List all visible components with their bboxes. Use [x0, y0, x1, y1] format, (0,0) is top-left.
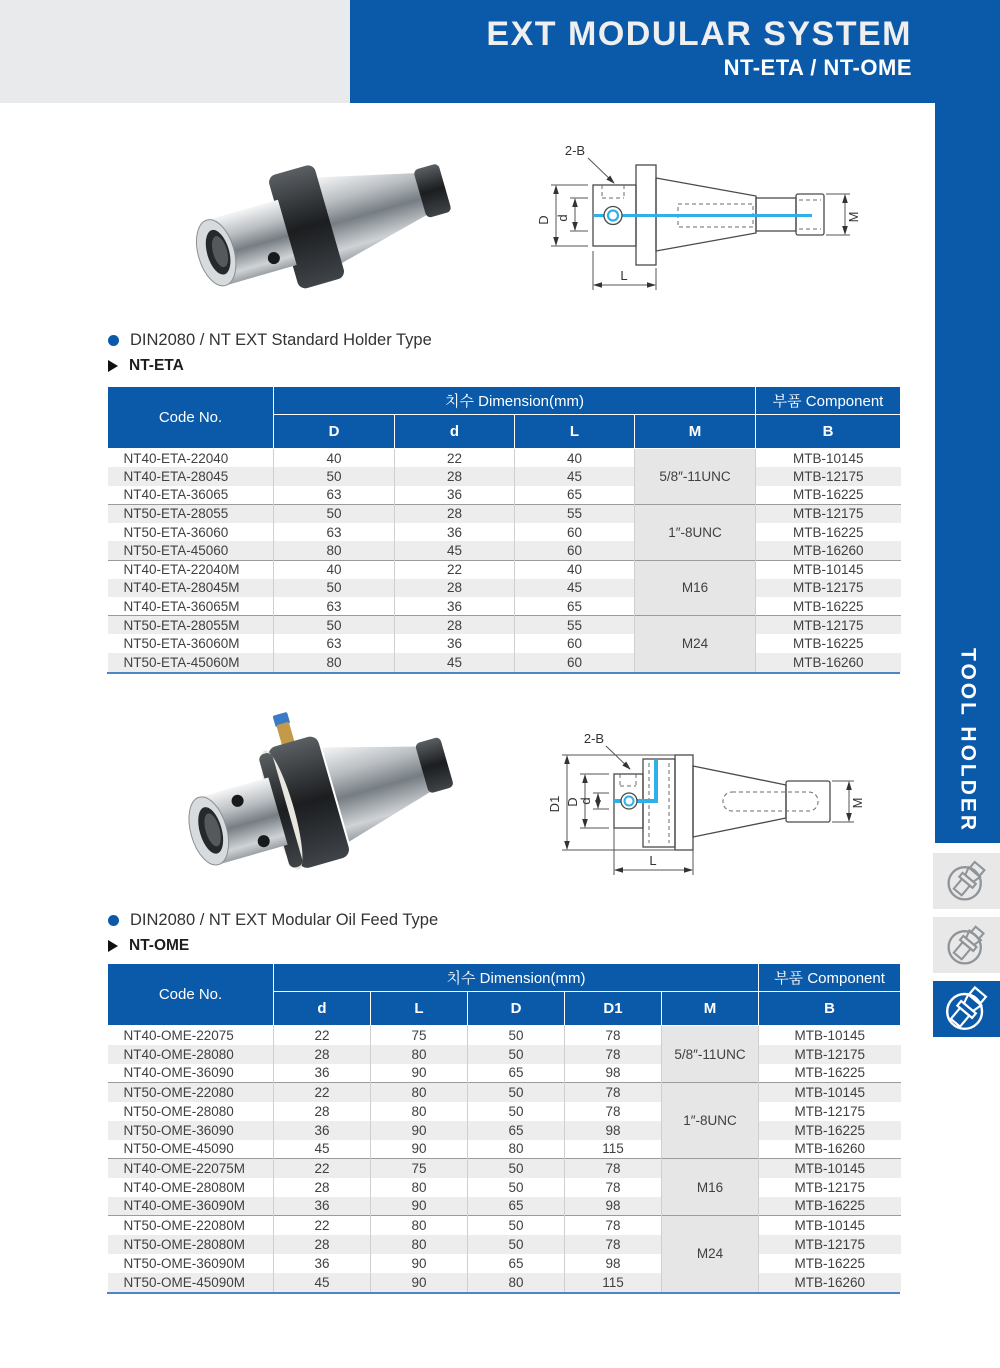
table-row	[108, 1140, 901, 1159]
dimension-cell: 80	[371, 1102, 468, 1121]
col-header-dimension: 치수 Dimension(mm)	[274, 964, 759, 992]
dimension-cell: 90	[371, 1121, 468, 1140]
component-cell: MTB-12175	[759, 1235, 901, 1254]
table-row	[108, 1064, 901, 1083]
code-cell: NT50-OME-22080	[108, 1083, 274, 1102]
col-header-B: B	[759, 992, 901, 1026]
code-cell: NT50-ETA-45060M	[108, 653, 274, 672]
type-label-nt-ome	[108, 937, 189, 955]
dimension-cell: 78	[565, 1102, 662, 1121]
type-label-text: NT-OME	[129, 937, 190, 954]
table-row	[108, 579, 901, 598]
bullet-icon	[108, 335, 119, 346]
triangle-marker-icon	[108, 940, 118, 952]
dimension-cell: 65	[515, 486, 635, 505]
dimension-cell: 63	[274, 523, 395, 542]
dimension-cell: 28	[395, 504, 515, 523]
dimension-cell: 36	[395, 634, 515, 653]
col-header-d: d	[395, 415, 515, 449]
component-cell: MTB-12175	[756, 616, 901, 635]
dimension-cell: 75	[371, 1026, 468, 1045]
dimension-cell: 63	[274, 486, 395, 505]
dimension-cell: 36	[274, 1064, 371, 1083]
table-row	[108, 1235, 901, 1254]
dimension-cell: 50	[274, 467, 395, 486]
dimension-cell: 65	[468, 1064, 565, 1083]
code-cell: NT40-OME-28080M	[123, 1179, 246, 1195]
thread-spec-cell: 5/8″-11UNC	[662, 1026, 759, 1083]
col-header-M: M	[662, 992, 759, 1026]
component-cell: MTB-10145	[756, 560, 901, 579]
dimension-cell: 50	[468, 1026, 565, 1045]
dimension-cell: 78	[565, 1235, 662, 1254]
dimension-cell: 98	[565, 1121, 662, 1140]
component-cell: MTB-16225	[756, 597, 901, 616]
section-heading-oil-feed	[108, 911, 438, 930]
dimension-cell: 28	[395, 616, 515, 635]
dimension-cell: 36	[395, 597, 515, 616]
dimension-cell: 50	[468, 1178, 565, 1197]
col-header-code: Code No.	[108, 387, 274, 449]
code-cell: NT40-OME-22075	[123, 1027, 234, 1043]
table-nt-eta	[107, 386, 900, 674]
section-heading-standard	[108, 331, 432, 350]
dimension-cell: 22	[274, 1216, 371, 1235]
dimension-cell: 40	[515, 560, 635, 579]
component-cell: MTB-16225	[759, 1121, 901, 1140]
table-row	[108, 597, 901, 616]
code-cell: NT40-ETA-36065M	[123, 598, 240, 614]
component-cell: MTB-12175	[756, 504, 901, 523]
dimension-cell: 98	[565, 1064, 662, 1083]
dimension-cell: 115	[565, 1140, 662, 1159]
table-row	[108, 486, 901, 505]
dimension-cell: 55	[515, 504, 635, 523]
tool-holder-icon	[944, 922, 990, 968]
code-cell: NT50-ETA-28055	[108, 504, 274, 523]
dimension-cell: 45	[395, 653, 515, 672]
component-cell: MTB-10145	[759, 1026, 901, 1045]
dimension-cell: 28	[274, 1045, 371, 1064]
thread-spec-cell: 1″-8UNC	[662, 1083, 759, 1159]
dim-label-L: L	[649, 853, 657, 868]
dimension-cell: 90	[371, 1254, 468, 1273]
dimension-cell: 80	[371, 1216, 468, 1235]
header-banner	[350, 0, 1000, 103]
dimension-cell: 28	[395, 467, 515, 486]
component-cell: MTB-12175	[759, 1178, 901, 1197]
table-row	[108, 1216, 901, 1235]
table-row	[108, 616, 901, 635]
dimension-cell: 63	[274, 597, 395, 616]
dimension-cell: 80	[371, 1178, 468, 1197]
dimension-cell: 115	[565, 1273, 662, 1292]
col-header-M: M	[635, 415, 756, 449]
dimension-cell: 40	[274, 560, 395, 579]
dimension-cell: 78	[565, 1216, 662, 1235]
code-cell: NT50-OME-22080M	[108, 1216, 274, 1235]
code-cell: NT40-OME-22075M	[108, 1159, 274, 1178]
code-cell: NT50-OME-45090	[123, 1141, 234, 1157]
category-tile-3-active[interactable]	[933, 981, 1000, 1037]
component-cell: MTB-12175	[756, 579, 901, 598]
dimension-cell: 90	[371, 1273, 468, 1292]
code-cell: NT40-OME-28080	[108, 1045, 274, 1064]
component-cell: MTB-16260	[756, 541, 901, 560]
col-header-d: d	[274, 992, 371, 1026]
thread-spec-cell: M24	[662, 1216, 759, 1292]
dimension-cell: 22	[274, 1159, 371, 1178]
dimension-cell: 80	[371, 1045, 468, 1064]
dimension-cell: 60	[515, 653, 635, 672]
dimension-cell: 45	[274, 1140, 371, 1159]
dim-label-d: d	[555, 214, 570, 222]
dimension-cell: 50	[468, 1235, 565, 1254]
table-row	[108, 653, 901, 672]
dimension-cell: 78	[565, 1159, 662, 1178]
tool-holder-photo-ome	[160, 698, 480, 890]
dimension-cell: 80	[274, 541, 395, 560]
section-heading-text: DIN2080 / NT EXT Modular Oil Feed Type	[130, 911, 439, 929]
dimension-cell: 80	[468, 1273, 565, 1292]
dimension-cell: 50	[468, 1159, 565, 1178]
col-header-L: L	[515, 415, 635, 449]
component-cell: MTB-10145	[756, 449, 901, 468]
component-cell: MTB-16260	[759, 1273, 901, 1292]
table-row	[108, 504, 901, 523]
callout-2b: 2-B	[564, 143, 586, 158]
tool-holder-icon	[943, 985, 991, 1033]
section-heading-text: DIN2080 / NT EXT Standard Holder Type	[130, 331, 432, 349]
dimension-cell: 36	[274, 1254, 371, 1273]
dimension-cell: 50	[274, 504, 395, 523]
component-cell: MTB-16260	[756, 653, 901, 672]
bullet-icon	[108, 915, 119, 926]
dim-label-D1: D1	[547, 795, 562, 813]
dimension-cell: 78	[565, 1083, 662, 1102]
dimension-cell: 50	[468, 1045, 565, 1064]
dimension-cell: 28	[395, 579, 515, 598]
dim-label-M: M	[850, 797, 865, 809]
component-cell: MTB-16260	[759, 1140, 901, 1159]
dimension-cell: 45	[515, 579, 635, 598]
dimension-cell: 65	[468, 1197, 565, 1216]
dim-label-D: D	[536, 215, 551, 225]
tool-holder-icon	[944, 858, 990, 904]
dim-label-d: d	[578, 797, 593, 805]
component-cell: MTB-12175	[759, 1045, 901, 1064]
page-title: EXT MODULAR SYSTEM	[486, 15, 912, 53]
dimension-cell: 65	[515, 597, 635, 616]
technical-drawing-eta	[518, 128, 888, 310]
thread-spec-cell: M24	[635, 616, 756, 672]
table-row	[108, 634, 901, 653]
dimension-cell: 65	[468, 1254, 565, 1273]
page-subtitle: NT-ETA / NT-OME	[723, 55, 912, 80]
col-header-D: D	[274, 415, 395, 449]
triangle-marker-icon	[108, 360, 118, 372]
thread-spec-cell: 1″-8UNC	[635, 504, 756, 560]
dimension-cell: 28	[274, 1235, 371, 1254]
component-cell: MTB-16225	[756, 486, 901, 505]
code-cell: NT40-OME-36090	[123, 1065, 234, 1081]
table-row	[108, 1102, 901, 1121]
dimension-cell: 22	[274, 1026, 371, 1045]
component-cell: MTB-12175	[759, 1102, 901, 1121]
dimension-cell: 80	[371, 1083, 468, 1102]
code-cell: NT40-ETA-28045	[108, 467, 274, 486]
dim-label-M: M	[846, 211, 861, 223]
component-cell: MTB-10145	[759, 1159, 901, 1178]
component-cell: MTB-10145	[759, 1083, 901, 1102]
component-cell: MTB-12175	[756, 467, 901, 486]
dimension-cell: 40	[274, 449, 395, 468]
dim-label-D: D	[565, 797, 580, 807]
dimension-cell: 60	[515, 523, 635, 542]
thread-spec-cell: M16	[635, 560, 756, 616]
col-header-code: Code No.	[108, 964, 274, 1026]
dimension-cell: 36	[395, 523, 515, 542]
col-header-D1: D1	[565, 992, 662, 1026]
dimension-cell: 65	[468, 1121, 565, 1140]
dimension-cell: 22	[395, 560, 515, 579]
dimension-cell: 22	[395, 449, 515, 468]
code-cell: NT50-OME-36090M	[123, 1255, 246, 1271]
table-row	[108, 1121, 901, 1140]
dimension-cell: 60	[515, 541, 635, 560]
code-cell: NT40-ETA-36065	[123, 487, 229, 503]
component-cell: MTB-16225	[756, 634, 901, 653]
side-tab-label: TOOL HOLDER	[956, 647, 980, 833]
dimension-cell: 22	[274, 1083, 371, 1102]
dimension-cell: 28	[274, 1102, 371, 1121]
table-row	[108, 1045, 901, 1064]
thread-spec-cell: M16	[662, 1159, 759, 1216]
table-row	[108, 1178, 901, 1197]
dimension-cell: 55	[515, 616, 635, 635]
col-header-component: 부품 Component	[756, 387, 901, 415]
table-row	[108, 1273, 901, 1292]
component-cell: MTB-16225	[759, 1197, 901, 1216]
dimension-cell: 45	[395, 541, 515, 560]
dimension-cell: 50	[274, 616, 395, 635]
col-header-L: L	[371, 992, 468, 1026]
dimension-cell: 40	[515, 449, 635, 468]
dimension-cell: 63	[274, 634, 395, 653]
dimension-cell: 80	[468, 1140, 565, 1159]
component-cell: MTB-16225	[756, 523, 901, 542]
table-row	[108, 449, 901, 468]
component-cell: MTB-10145	[759, 1216, 901, 1235]
side-tab-tool-holder[interactable]	[935, 103, 1000, 843]
type-label-nt-eta	[108, 357, 184, 375]
col-header-component: 부품 Component	[759, 964, 901, 992]
dimension-cell: 80	[371, 1235, 468, 1254]
table-row	[108, 1197, 901, 1216]
code-cell: NT50-OME-28080	[123, 1103, 234, 1119]
table-row	[108, 541, 901, 560]
technical-drawing-ome	[518, 708, 888, 890]
code-cell: NT50-ETA-36060	[123, 524, 229, 540]
dimension-cell: 90	[371, 1140, 468, 1159]
dimension-cell: 80	[274, 653, 395, 672]
code-cell: NT50-OME-45090M	[108, 1273, 274, 1292]
tool-holder-photo-eta	[170, 128, 470, 313]
callout-2b: 2-B	[583, 731, 605, 746]
dimension-cell: 45	[274, 1273, 371, 1292]
dimension-cell: 50	[468, 1102, 565, 1121]
dimension-cell: 78	[565, 1178, 662, 1197]
code-cell: NT50-ETA-45060	[108, 541, 274, 560]
dimension-cell: 60	[515, 634, 635, 653]
dimension-cell: 78	[565, 1026, 662, 1045]
dimension-cell: 36	[274, 1197, 371, 1216]
code-cell: NT50-OME-36090	[108, 1121, 274, 1140]
code-cell: NT40-ETA-22040	[123, 450, 229, 466]
dimension-cell: 45	[515, 467, 635, 486]
table-row	[108, 1254, 901, 1273]
code-cell: NT40-OME-36090M	[108, 1197, 274, 1216]
top-band	[0, 0, 1000, 103]
component-cell: MTB-16225	[759, 1254, 901, 1273]
category-tile-1[interactable]	[933, 853, 1000, 909]
dimension-cell: 50	[468, 1216, 565, 1235]
dimension-cell: 90	[371, 1197, 468, 1216]
table-row	[108, 1159, 901, 1178]
code-cell: NT50-ETA-36060M	[123, 636, 240, 652]
category-tile-2[interactable]	[933, 917, 1000, 973]
dimension-cell: 78	[565, 1045, 662, 1064]
dimension-cell: 75	[371, 1159, 468, 1178]
col-header-D: D	[468, 992, 565, 1026]
dimension-cell: 50	[274, 579, 395, 598]
dimension-cell: 50	[468, 1083, 565, 1102]
table-row	[108, 523, 901, 542]
dimension-cell: 98	[565, 1254, 662, 1273]
col-header-dimension: 치수 Dimension(mm)	[274, 387, 756, 415]
type-label-text: NT-ETA	[129, 357, 184, 374]
code-cell: NT50-OME-28080M	[108, 1235, 274, 1254]
table-nt-ome	[107, 963, 900, 1294]
dimension-cell: 98	[565, 1197, 662, 1216]
component-cell: MTB-16225	[759, 1064, 901, 1083]
thread-spec-cell: 5/8″-11UNC	[635, 449, 756, 505]
dimension-cell: 90	[371, 1064, 468, 1083]
dimension-cell: 28	[274, 1178, 371, 1197]
table-row	[108, 467, 901, 486]
col-header-B: B	[756, 415, 901, 449]
dimension-cell: 36	[395, 486, 515, 505]
dim-label-L: L	[620, 268, 628, 283]
code-cell: NT40-ETA-28045M	[108, 579, 274, 598]
code-cell: NT40-ETA-22040M	[108, 560, 274, 579]
code-cell: NT50-ETA-28055M	[108, 616, 274, 635]
dimension-cell: 36	[274, 1121, 371, 1140]
table-row	[108, 560, 901, 579]
table-row	[108, 1026, 901, 1045]
table-row	[108, 1083, 901, 1102]
